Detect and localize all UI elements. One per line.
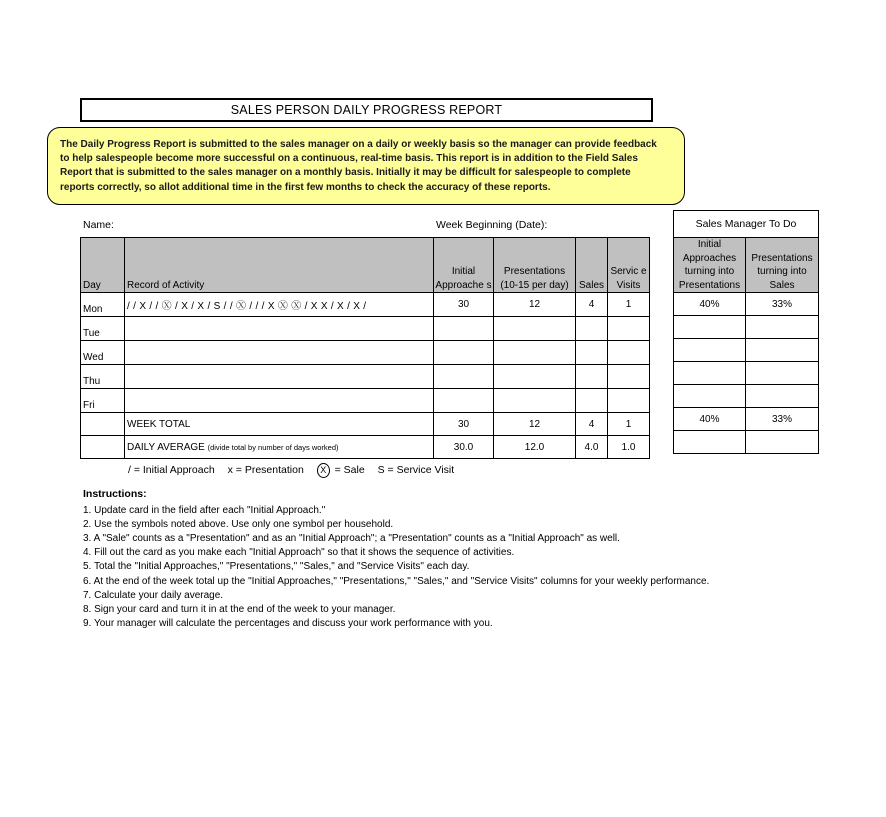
- legend-service: S = Service Visit: [377, 464, 455, 477]
- service-cell[interactable]: [608, 317, 650, 341]
- pct-presentations-average: [746, 431, 819, 454]
- presentations-cell[interactable]: [494, 341, 576, 365]
- daily-average-note: (divide total by number of days worked): [207, 442, 339, 452]
- service-cell[interactable]: [608, 365, 650, 389]
- presentations-average: 12.0: [494, 436, 576, 459]
- presentations-cell[interactable]: [494, 317, 576, 341]
- daily-average-label: DAILY AVERAGE: [127, 441, 205, 453]
- pct-presentations-cell[interactable]: [746, 316, 819, 339]
- legend-initial: / = Initial Approach: [128, 464, 215, 477]
- day-cell: Thu: [81, 365, 125, 389]
- week-beginning-label: Week Beginning (Date):: [436, 219, 548, 231]
- pct-initial-cell[interactable]: [674, 316, 746, 339]
- instruction-item: 4. Fill out the card as you make each "Initial Approach" so that it shows the sequence of activities.: [83, 547, 515, 559]
- pct-initial-cell[interactable]: 40%: [674, 293, 746, 316]
- day-cell: Wed: [81, 341, 125, 365]
- service-cell[interactable]: [608, 341, 650, 365]
- pct-presentations-cell[interactable]: 33%: [746, 293, 819, 316]
- sales-header: Sales: [576, 238, 608, 293]
- legend-sale: = Sale: [334, 464, 365, 477]
- pct-initial-cell[interactable]: [674, 362, 746, 385]
- presentations-total: 12: [494, 413, 576, 436]
- week-total-row: [81, 413, 650, 436]
- instruction-item: 1. Update card in the field after each "Initial Approach.": [83, 505, 326, 517]
- sales-cell[interactable]: [576, 365, 608, 389]
- note-line: Report that is submitted to the sales manager on a monthly basis. Initially it may be difficult for salespeople to complete: [60, 167, 631, 179]
- initial-total: 30: [434, 413, 494, 436]
- instructions-title: Instructions:: [83, 488, 147, 500]
- sale-symbol-icon: X: [317, 463, 330, 478]
- presentations-cell[interactable]: [494, 365, 576, 389]
- record-cell[interactable]: [125, 341, 434, 365]
- week-total-label: WEEK TOTAL: [125, 413, 434, 436]
- manager-title: Sales Manager To Do: [674, 211, 819, 238]
- day-row-tue: [81, 317, 650, 341]
- pct-presentations-total: 33%: [746, 408, 819, 431]
- sales-cell[interactable]: [576, 341, 608, 365]
- service-average: 1.0: [608, 436, 650, 459]
- presentations-cell[interactable]: 12: [494, 293, 576, 317]
- pct-presentations-cell[interactable]: [746, 385, 819, 408]
- service-header: Servic e Visits: [608, 238, 650, 293]
- presentations-header: Presentations (10-15 per day): [494, 238, 576, 293]
- empty-cell: [81, 413, 125, 436]
- sales-cell[interactable]: 4: [576, 293, 608, 317]
- description-note: [47, 127, 685, 205]
- record-cell[interactable]: / / X / / Ⓧ / X / X / S / / Ⓧ / / / X Ⓧ Ⓧ / X X / X / X /: [125, 293, 434, 317]
- pct-initial-average: [674, 431, 746, 454]
- instruction-item: 8. Sign your card and turn it in at the end of the week to your manager.: [83, 603, 396, 615]
- note-line: to help salespeople become more successful on a continuous, real-time basis. This report is in addition to the Field Sales: [60, 153, 638, 165]
- report-title: SALES PERSON DAILY PROGRESS REPORT: [80, 98, 653, 122]
- pct-initial-header: Initial Approaches turning into Presentations: [674, 238, 746, 293]
- pct-initial-cell[interactable]: [674, 339, 746, 362]
- presentations-cell[interactable]: [494, 389, 576, 413]
- initial-cell[interactable]: [434, 317, 494, 341]
- day-header: Day: [81, 238, 125, 293]
- record-header: Record of Activity: [125, 238, 434, 293]
- sales-total: 4: [576, 413, 608, 436]
- activity-table: [80, 237, 650, 459]
- manager-table: [673, 210, 819, 454]
- service-total: 1: [608, 413, 650, 436]
- initial-header: Initial Approache s: [434, 238, 494, 293]
- record-cell[interactable]: [125, 365, 434, 389]
- pct-presentations-header: Presentations turning into Sales: [746, 238, 819, 293]
- initial-cell[interactable]: 30: [434, 293, 494, 317]
- instruction-item: 6. At the end of the week total up the "Initial Approaches," "Presentations," "Sales," and "Service Visits" columns for your weekly performance.: [83, 575, 710, 587]
- day-row-thu: [81, 365, 650, 389]
- legend-presentation: x = Presentation: [227, 464, 304, 477]
- note-line: reports correctly, so allot additional time in the first few months to check the accuracy of these reports.: [60, 181, 551, 193]
- day-cell: Tue: [81, 317, 125, 341]
- header-row: [81, 238, 650, 293]
- instructions: [83, 487, 709, 631]
- initial-average: 30.0: [434, 436, 494, 459]
- pct-presentations-cell[interactable]: [746, 339, 819, 362]
- pct-initial-total: 40%: [674, 408, 746, 431]
- instruction-item: 2. Use the symbols noted above. Use only one symbol per household.: [83, 519, 394, 531]
- empty-cell: [81, 436, 125, 459]
- initial-cell[interactable]: [434, 341, 494, 365]
- day-row-wed: [81, 341, 650, 365]
- daily-average-label-cell: [125, 436, 434, 459]
- pct-presentations-cell[interactable]: [746, 362, 819, 385]
- instruction-item: 3. A "Sale" counts as a "Presentation" and as an "Initial Approach"; a "Presentation" counts as a "Initial Approach" as well.: [83, 533, 620, 545]
- instruction-item: 7. Calculate your daily average.: [83, 589, 224, 601]
- record-cell[interactable]: [125, 389, 434, 413]
- day-row-fri: [81, 389, 650, 413]
- sales-cell[interactable]: [576, 317, 608, 341]
- initial-cell[interactable]: [434, 365, 494, 389]
- instruction-item: 9. Your manager will calculate the percentages and discuss your work performance with you.: [83, 617, 493, 629]
- service-cell[interactable]: 1: [608, 293, 650, 317]
- record-cell[interactable]: [125, 317, 434, 341]
- note-line: The Daily Progress Report is submitted to the sales manager on a daily or weekly basis so the manager can provide feedback: [60, 139, 657, 150]
- pct-initial-cell[interactable]: [674, 385, 746, 408]
- day-cell: Fri: [81, 389, 125, 413]
- day-cell: Mon: [81, 293, 125, 317]
- instruction-item: 5. Total the "Initial Approaches," "Presentations," "Sales," and "Service Visits" each day.: [83, 561, 470, 573]
- service-cell[interactable]: [608, 389, 650, 413]
- initial-cell[interactable]: [434, 389, 494, 413]
- daily-average-row: [81, 436, 650, 459]
- symbol-legend: [128, 463, 464, 478]
- day-row-mon: [81, 293, 650, 317]
- sales-average: 4.0: [576, 436, 608, 459]
- sales-cell[interactable]: [576, 389, 608, 413]
- name-label: Name:: [83, 219, 114, 231]
